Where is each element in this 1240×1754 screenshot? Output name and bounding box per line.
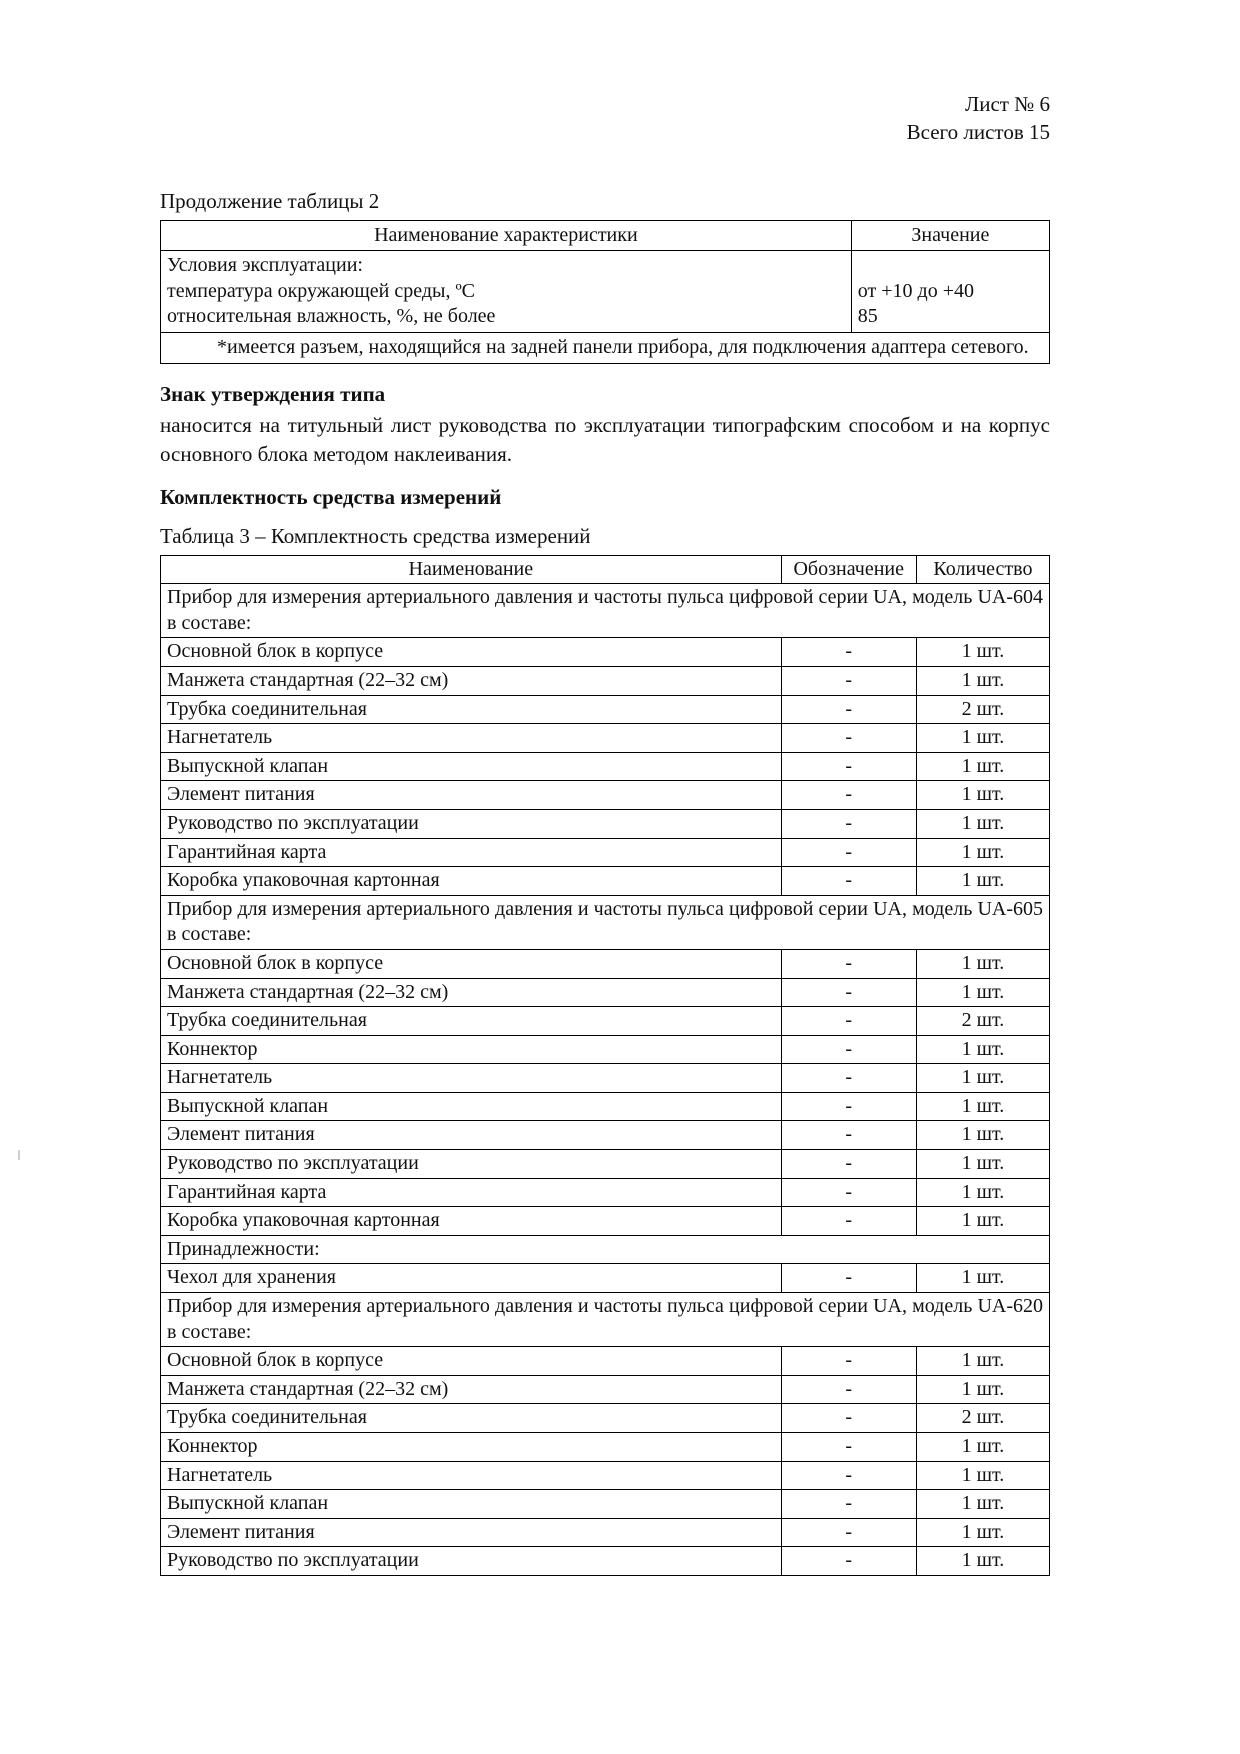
table3-cell-quantity: 1 шт. (916, 724, 1049, 753)
table3-cell-quantity: 1 шт. (916, 1375, 1049, 1404)
table3-cell-quantity: 1 шт. (916, 638, 1049, 667)
table3-cell-name: Трубка соединительная (161, 1007, 782, 1036)
table3-cell-quantity: 1 шт. (916, 1150, 1049, 1179)
table3-cell-name: Выпускной клапан (161, 752, 782, 781)
table3-cell-name: Основной блок в корпусе (161, 638, 782, 667)
table3-cell-quantity: 1 шт. (916, 752, 1049, 781)
table3-cell-designation: - (781, 1121, 916, 1150)
table-row (161, 1235, 1050, 1264)
table2-cell-name (161, 251, 852, 333)
table3-group-cell: Прибор для измерения артериального давления и частоты пульса цифровой серии UA, модель UA-620 в составе: (161, 1293, 1050, 1347)
table-row (161, 752, 1050, 781)
table3-cell-name: Элемент питания (161, 781, 782, 810)
table3-header-name: Наименование (161, 555, 782, 584)
table3-cell-name: Гарантийная карта (161, 838, 782, 867)
table-row (161, 978, 1050, 1007)
table3-cell-name: Чехол для хранения (161, 1264, 782, 1293)
table3-cell-designation: - (781, 867, 916, 896)
table3-cell-quantity: 1 шт. (916, 1433, 1049, 1462)
table3-cell-quantity: 1 шт. (916, 1518, 1049, 1547)
table3-cell-quantity: 2 шт. (916, 1404, 1049, 1433)
table3-cell-quantity: 1 шт. (916, 949, 1049, 978)
table3-cell-designation: - (781, 1433, 916, 1462)
table3-cell-designation: - (781, 1347, 916, 1376)
table-row (161, 895, 1050, 949)
section-title-type-approval-mark: Знак утверждения типа (160, 381, 386, 406)
table3-cell-name: Гарантийная карта (161, 1178, 782, 1207)
table3-cell-designation: - (781, 1404, 916, 1433)
table3-cell-quantity: 1 шт. (916, 1064, 1049, 1093)
table3-cell-designation: - (781, 978, 916, 1007)
table3-cell-name: Нагнетатель (161, 1461, 782, 1490)
table3-cell-name: Нагнетатель (161, 724, 782, 753)
table-row (161, 1293, 1050, 1347)
table3-cell-name: Трубка соединительная (161, 1404, 782, 1433)
table-row (161, 555, 1050, 584)
table3-cell-name: Манжета стандартная (22–32 см) (161, 978, 782, 1007)
table-row (161, 1461, 1050, 1490)
table-row (161, 1178, 1050, 1207)
table-row (161, 333, 1050, 364)
table-row (161, 1092, 1050, 1121)
table-row (161, 838, 1050, 867)
table3-cell-designation: - (781, 1150, 916, 1179)
page-edge-mark (18, 1150, 20, 1160)
table-row (161, 1518, 1050, 1547)
table3-cell-designation: - (781, 1490, 916, 1519)
table3-cell-name: Основной блок в корпусе (161, 1347, 782, 1376)
table3-group-cell: Прибор для измерения артериального давления и частоты пульса цифровой серии UA, модель UA-604 в составе: (161, 584, 1050, 638)
table3-cell-quantity: 1 шт. (916, 1461, 1049, 1490)
table-row (161, 1035, 1050, 1064)
table3-cell-name: Манжета стандартная (22–32 см) (161, 666, 782, 695)
table3-group-cell: Прибор для измерения артериального давления и частоты пульса цифровой серии UA, модель UA-605 в составе: (161, 895, 1050, 949)
table3-cell-quantity: 1 шт. (916, 867, 1049, 896)
table3-cell-name: Руководство по эксплуатации (161, 809, 782, 838)
table3-cell-quantity: 1 шт. (916, 978, 1049, 1007)
table3-cell-designation: - (781, 781, 916, 810)
table-2-characteristics (160, 220, 1050, 364)
table3-cell-designation: - (781, 666, 916, 695)
table2-header-value: Значение (851, 220, 1049, 251)
table3-cell-quantity: 2 шт. (916, 1007, 1049, 1036)
table3-cell-quantity: 1 шт. (916, 1490, 1049, 1519)
table-row (161, 1433, 1050, 1462)
table3-cell-designation: - (781, 1035, 916, 1064)
page-header (160, 90, 1050, 147)
table3-cell-quantity: 1 шт. (916, 781, 1049, 810)
table-row (161, 584, 1050, 638)
table-row (161, 949, 1050, 978)
table-row (161, 1064, 1050, 1093)
table3-cell-quantity: 1 шт. (916, 666, 1049, 695)
sheet-number: Лист № 6 (964, 92, 1050, 116)
table-row (161, 1007, 1050, 1036)
table-row (161, 724, 1050, 753)
table-row (161, 1121, 1050, 1150)
table2-header-name: Наименование характеристики (161, 220, 852, 251)
table3-cell-name: Элемент питания (161, 1518, 782, 1547)
table3-cell-designation: - (781, 1518, 916, 1547)
table3-cell-designation: - (781, 724, 916, 753)
table3-cell-designation: - (781, 1007, 916, 1036)
table3-cell-designation: - (781, 1064, 916, 1093)
table-row (161, 1490, 1050, 1519)
table-row (161, 1547, 1050, 1576)
table-row (161, 251, 1050, 333)
table3-cell-name: Выпускной клапан (161, 1490, 782, 1519)
table-row (161, 1150, 1050, 1179)
total-sheets: Всего листов 15 (906, 120, 1050, 145)
table-row (161, 781, 1050, 810)
table3-cell-quantity: 1 шт. (916, 809, 1049, 838)
table3-cell-name: Коробка упаковочная картонная (161, 867, 782, 896)
table2-name-line-2: температура окружающей среды, ºС (167, 279, 476, 302)
table3-cell-quantity: 2 шт. (916, 695, 1049, 724)
table2-name-line-1: Условия эксплуатации: (167, 254, 363, 277)
table2-value-line-2: от +10 до +40 (857, 279, 974, 302)
page-content (160, 90, 1050, 1576)
table3-cell-designation: - (781, 1178, 916, 1207)
table3-cell-name: Коннектор (161, 1433, 782, 1462)
table-row (161, 220, 1050, 251)
table3-cell-quantity: 1 шт. (916, 1178, 1049, 1207)
table-row (161, 1404, 1050, 1433)
table3-cell-designation: - (781, 1264, 916, 1293)
table3-cell-designation: - (781, 1207, 916, 1236)
table3-subgroup-cell: Принадлежности: (161, 1235, 1050, 1264)
table3-cell-name: Коробка упаковочная картонная (161, 1207, 782, 1236)
table2-cell-value (851, 251, 1049, 333)
table3-cell-designation: - (781, 838, 916, 867)
table-row (161, 1347, 1050, 1376)
table3-header-designation: Обозначение (781, 555, 916, 584)
table-row (161, 867, 1050, 896)
table3-cell-designation: - (781, 752, 916, 781)
table3-cell-quantity: 1 шт. (916, 1207, 1049, 1236)
table2-footnote: *имеется разъем, находящийся на задней панели прибора, для подключения адаптера сетевого. (161, 333, 1050, 364)
table3-cell-quantity: 1 шт. (916, 1547, 1049, 1576)
table3-cell-designation: - (781, 1375, 916, 1404)
table3-cell-designation: - (781, 1092, 916, 1121)
table3-cell-quantity: 1 шт. (916, 1092, 1049, 1121)
table-row (161, 666, 1050, 695)
table3-cell-name: Основной блок в корпусе (161, 949, 782, 978)
table3-cell-name: Руководство по эксплуатации (161, 1150, 782, 1179)
table3-cell-quantity: 1 шт. (916, 838, 1049, 867)
table3-cell-name: Коннектор (161, 1035, 782, 1064)
table3-cell-name: Выпускной клапан (161, 1092, 782, 1121)
table3-cell-quantity: 1 шт. (916, 1264, 1049, 1293)
table2-value-line-3: 85 (857, 305, 878, 328)
table3-header-quantity: Количество (916, 555, 1049, 584)
table-row (161, 1207, 1050, 1236)
table3-cell-designation: - (781, 949, 916, 978)
section-title-completeness: Комплектность средства измерений (160, 484, 502, 509)
table-row (161, 695, 1050, 724)
table3-caption: Таблица 3 – Комплектность средства измерений (160, 523, 591, 548)
table-row (161, 809, 1050, 838)
table2-value-line-1 (858, 253, 1043, 279)
table3-cell-designation: - (781, 695, 916, 724)
table3-cell-designation: - (781, 1461, 916, 1490)
table-row (161, 638, 1050, 667)
table2-continuation-label: Продолжение таблицы 2 (160, 188, 380, 213)
table3-cell-name: Трубка соединительная (161, 695, 782, 724)
table3-cell-quantity: 1 шт. (916, 1347, 1049, 1376)
table2-name-line-3: относительная влажность, %, не более (167, 305, 496, 328)
table-3-completeness (160, 555, 1050, 1576)
table3-cell-name: Манжета стандартная (22–32 см) (161, 1375, 782, 1404)
table3-cell-designation: - (781, 809, 916, 838)
table-row (161, 1375, 1050, 1404)
table3-cell-designation: - (781, 1547, 916, 1576)
table3-cell-name: Элемент питания (161, 1121, 782, 1150)
table3-cell-name: Руководство по эксплуатации (161, 1547, 782, 1576)
table3-cell-name: Нагнетатель (161, 1064, 782, 1093)
table3-cell-quantity: 1 шт. (916, 1035, 1049, 1064)
section-body-type-approval-mark: наносится на титульный лист руководства по эксплуатации типографским способом и на корпус основного блока методом наклеивания. (160, 412, 1050, 466)
table3-cell-quantity: 1 шт. (916, 1121, 1049, 1150)
table3-cell-designation: - (781, 638, 916, 667)
table-row (161, 1264, 1050, 1293)
